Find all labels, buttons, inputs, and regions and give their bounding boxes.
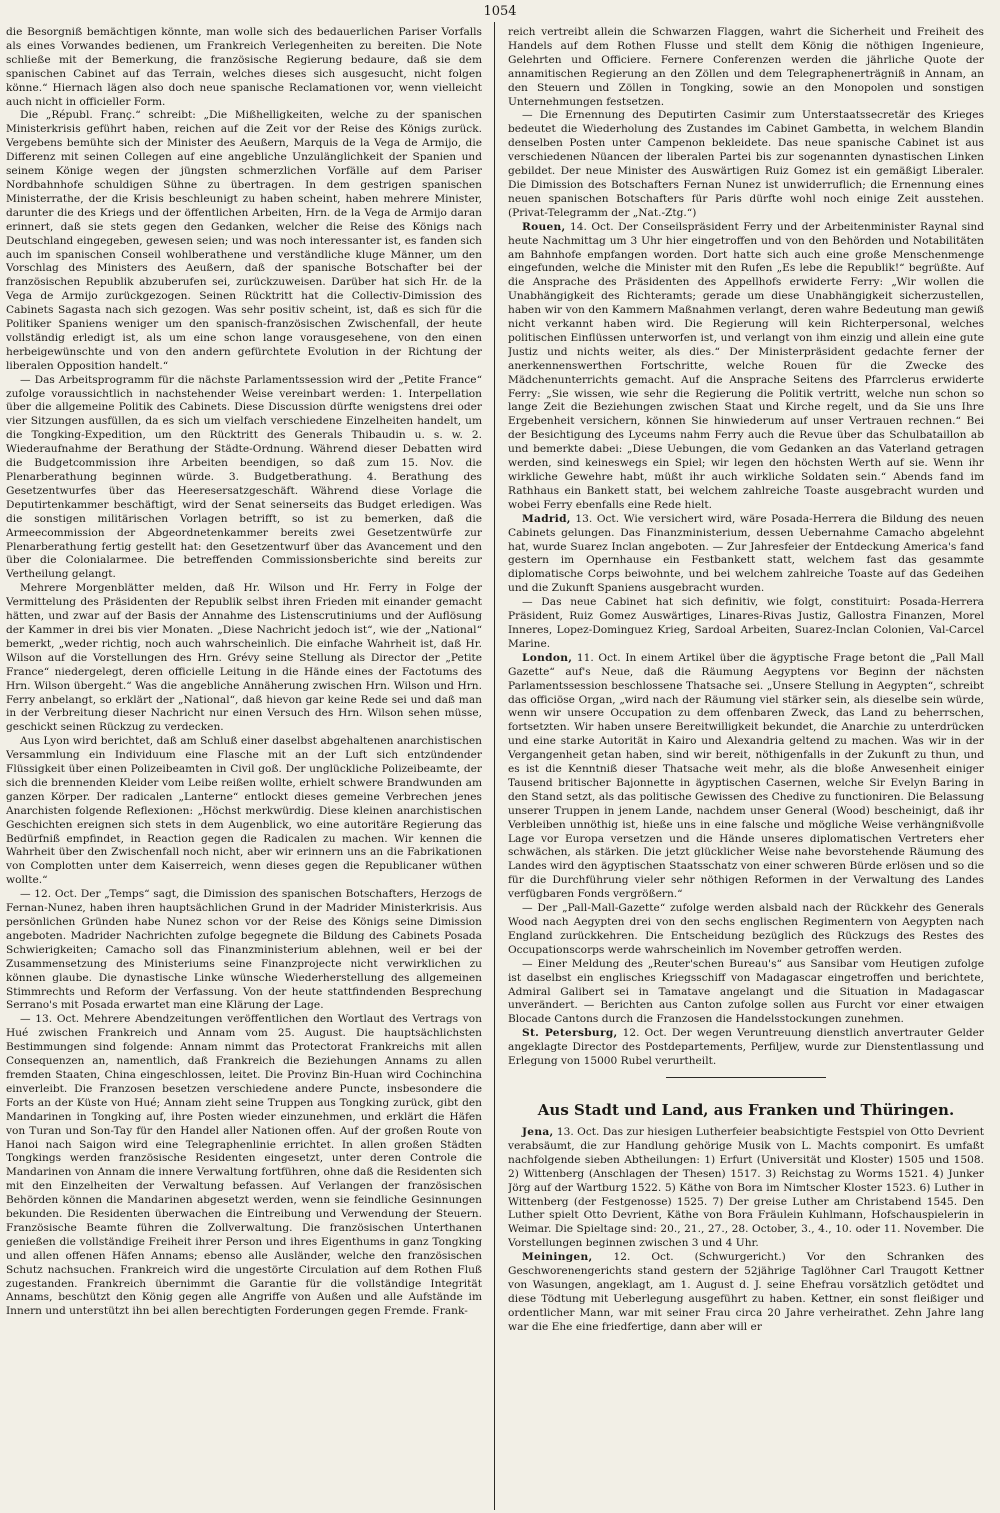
section-rule [666, 1077, 826, 1078]
dateline-london: London, [522, 651, 573, 664]
article-paragraph: Die „Républ. Franç.“ schreibt: „Die Mißhelligkeiten, welche zu der spanischen Ministerkrisis geführt haben, reichen auf die Zeit vor der Reise des Königs zurück. Vergebens bemühte sich der Minister des Aeußern, Marquis de la Vega de Armijo, die Differenz mit seinen Collegen auf eine angebliche Unzulänglichkeit der Spanien und seinem Könige wegen der jüngsten schmerzlichen Vorfälle auf dem Pariser Nordbahnhofe schuldigen Sühne zu übertragen. In dem gestrigen spanischen Ministerrathe, der die Krisis beschleunigt zu haben scheint, haben mehrere Minister, darunter die des Kriegs und der öffentlichen Arbeiten, Hrn. de la Vega de Armijo daran erinnert, daß sie stets gegen den Gedanken, welcher die Reise des Königs nach Deutschland eingegeben, gewesen seien; und was noch interessanter ist, es fanden sich auch im spanischen Conseil wohlberathene und verständliche kluge Männer, um den Vorschlag des Ministers des Aeußern, daß der spanische Botschafter bei der französischen Republik abzuberufen sei, zurückzuweisen. Darüber hat sich Hr. de la Vega de Armijo zurückgezogen. Seinen Rücktritt hat die Collectiv-Dimission des Cabinets Sagasta nach sich gezogen. Was sehr positiv scheint, ist, daß es sich für die Politiker Spaniens weniger um den spanisch-französischen Zwischenfall, der heute vollständig erledigt ist, als um eine schon lange vorausgesehene, von den einen herbeigewünschte und von den andern gefürchtete Evolution in der Richtung der liberalen Opposition handelt.“ [6, 109, 482, 372]
article-paragraph: — 13. Oct. Mehrere Abendzeitungen veröffentlichen den Wortlaut des Vertrags von Hué zwischen Frankreich und Annam vom 25. August. Die hauptsächlichsten Bestimmungen sind folgende: Annam nimmt das Protectorat Frankreichs mit allen Consequenzen an, namentlich, daß Frankreich die Beziehungen Annams zu allen fremden Staaten, China eingeschlossen, leitet. Die Provinz Bin-Huan wird Cochinchina einverleibt. Die Franzosen besetzen verschiedene andere Puncte, insbesondere die Forts an der Küste von Hué; Annam zieht seine Truppen aus Tongking zurück, gibt den Mandarinen in Tongking auf, ihre Posten wieder einzunehmen, und erklärt die Häfen von Turan und Son-Tay für den Handel aller Nationen offen. Auf der großen Route von Hanoi nach Saigon wird eine Telegraphenlinie errichtet. In allen großen Städten Tongkings werden französische Residenten eingesetzt, unter deren Controle die Mandarinen von Annam die innere Verwaltung fortführen, ohne daß die Residenten sich mit den Einzelheiten der Verwaltung befassen. Auf Verlangen der französischen Behörden können die Mandarinen abgesetzt werden, wenn sie feindliche Gesinnungen bekunden. Die Residenten überwachen die Eintreibung und Verwendung der Steuern. Französische Beamte führen die Zollverwaltung. Die französischen Unterthanen genießen die vollständige Freiheit ihrer Person und ihres Eigenthums in ganz Tongking und allen offenen Häfen Annams; ebenso alle Ausländer, welche den französischen Schutz nachsuchen. Frankreich wird die ungestörte Circulation auf dem Rothen Fluß zugestanden. Frankreich übernimmt die Garantie für die vollständige Integrität Annams, beschützt den König gegen alle Angriffe von Außen und alle Aufstände im Innern und unterstützt ihn bei allen berechtigten Forderungen gegen Fremde. Frank- [6, 1013, 482, 1318]
article-paragraph: — Einer Meldung des „Reuter'schen Bureau's“ aus Sansibar vom Heutigen zufolge ist daselbst ein englisches Kriegsschiff von Madagascar eingetroffen und berichtete, Admiral Galibert sei in Tamatave angelangt und die Situation in Madagascar unverändert. — Berichten aus Canton zufolge sollen aus Furcht vor einer etwaigen Blocade Cantons durch die Franzosen die Handelsstockungen zunehmen. [508, 957, 984, 1026]
dateline-meiningen: Meiningen, [522, 1251, 593, 1264]
rouen-report [508, 221, 984, 513]
left-column [6, 26, 482, 1506]
meiningen-text: 12. Oct. (Schwurgericht.) Vor den Schranken des Geschworenengerichts stand gestern der 52jährige Taglöhner Carl Traugott Kettner von Wasungen, angeklagt, am 1. August d. J. seine Ehefrau vorsätzlich getödtet und diese Tödtung mit Ueberlegung ausgeführt zu haben. Kettner, ein sonst fleißiger und ordentlicher Mann, war mit seiner Frau circa 20 Jahre verheirathet. Zehn Jahre lang war die Ehe eine friedfertige, dann aber will er [508, 1251, 984, 1333]
section-heading: Aus Stadt und Land, aus Franken und Thüringen. [537, 1100, 955, 1119]
dateline-jena: Jena, [522, 1125, 554, 1138]
article-paragraph: — Der „Pall-Mall-Gazette“ zufolge werden alsbald nach der Rückkehr des Generals Wood nach Aegypten drei von den sechs englischen Regimentern von Aegypten nach England zurückkehren. Die Entscheidung bezüglich des Rückzugs des Restes des Occupationscorps werde wahrscheinlich im November getroffen werden. [508, 902, 984, 956]
article-paragraph: — Das Arbeitsprogramm für die nächste Parlamentssession wird der „Petite France“ zufolge voraussichtlich in nachstehender Weise vereinbart werden: 1. Interpellation über die allgemeine Politik des Cabinets. Diese Discussion dürfte wenigstens drei oder vier Sitzungen ausfüllen, da es sich um vielfach verschiedene Einzelheiten handelt, um die Tongking-Expedition, um den Rücktritt des Generals Thibaudin u. s. w. 2. Wiederaufnahme der Berathung der Städte-Ordnung. Während dieser Debatten wird die Budgetcommission ihre Arbeiten beendigen, so daß zum 15. Nov. die Plenarberathung beginnen würde. 3. Budgetberathung. 4. Berathung des Gesetzentwurfes über das Heeresersatzgeschäft. Während diese Vorlage die Deputirtenkammer beschäftigt, wird der Senat seinerseits das Budget erledigen. Was die sonstigen militärischen Vorlagen betrifft, so ist zu bemerken, daß die Armeecommission der Abgeordnetenkammer bereits zwei Gesetzentwürfe zur Plenarberathung fertig gestellt hat: den Gesetzentwurf über das Avancement und den über die Colonialarmee. Die betreffenden Commissionsberichte sind bereits zur Vertheilung gelangt. [6, 373, 482, 581]
article-paragraph: die Besorgniß bemächtigen könnte, man wolle sich des bedauerlichen Pariser Vorfalls als eines Vorwandes bedienen, um Frankreich Verlegenheiten zu bereiten. Die Note schließe mit der Bemerkung, die französische Regierung bedaure, daß sie dem spanischen Cabinet auf das Terrain, welches dieses sich ausgesucht, nicht folgen könne.“ Hiernach lägen also doch neue spanische Reclamationen vor, wenn vielleicht auch nicht in officieller Form. [6, 26, 482, 108]
petersburg-text: 12. Oct. Der wegen Veruntreuung dienstlich anvertrauter Gelder angeklagte Director des Postdepartements, Perfiljew, wurde zur Dienstentlassung und Erlegung von 15000 Rubel verurtheilt. [508, 1027, 984, 1068]
london-text: 11. Oct. In einem Artikel über die ägyptische Frage betont die „Pall Mall Gazette“ auf's Neue, daß die Räumung Aegyptens vor Beginn der nächsten Parlamentssession beschlossene Thatsache sei. „Unsere Stellung in Aegypten“, schreibt das officiöse Organ, „wird nach der Räumung viel stärker sein, als dieselbe sein würde, wenn wir unsere Occupation zu dem offenbaren Zweck, das Land zu beherrschen, fortsetzten. Wir haben unsere Bereitwilligkeit bekundet, die Anarchie zu unterdrücken und eine starke Autorität in Kairo und Alexandria geltend zu machen. Was wir in der Vergangenheit getan haben, sind wir bereit, nöthigenfalls in der Zukunft zu thun, und es ist die Kenntniß dieser Thatsache weit mehr, als die bloße Anwesenheit einiger Tausend britischer Bajonnette in ägyptischen Casernen, welche Sir Evelyn Baring in den Stand setzt, als das politische Gewissen des Chedive zu functioniren. Die Belassung unserer Truppen in jenem Lande, nachdem unser General (Wood) bescheinigt, daß ihr Verbleiben unnöthig ist, hieße uns in eine falsche und mögliche Weise verhängnißvolle Lage vor Europa versetzen und die Hände unseres diplomatischen Vertreters eher schwächen, als stärken. Die jetzt glücklicher Weise nahe bevorstehende Räumung des Landes wird den ägyptischen Staatsschatz von einer schweren Bürde erlösen und so die für die Durchführung vieler sehr nöthigen Reformen in der Verwaltung des Landes verfügbaren Fonds vergrößern.“ [508, 651, 984, 901]
page-number: 1054 [483, 4, 517, 19]
rouen-text: 14. Oct. Der Conseilspräsident Ferry und der Arbeitenminister Raynal sind heute Nachmittag um 3 Uhr hier eingetroffen und von den Behörden und Notabilitäten am Bahnhofe empfangen worden. Dort hatte sich auch eine große Menschenmenge eingefunden, welche die Minister mit den Rufen „Es lebe die Republik!“ begrüßte. Auf die Ansprache des Präsidenten des Appellhofs erwiderte Ferry: „Wir wollen die Unabhängigkeit des Richteramts; gerade um diese Unabhängigkeit sicherzustellen, haben wir von den Kammern Maßnahmen verlangt, deren wahre Bedeutung man gewiß nicht verkannt haben wird. Die Regierung will kein Richterpersonal, welches politischen Einflüssen unterworfen ist, und verlangt von ihm einzig und allein eine gute Justiz und nichts weiter, als dies.“ Der Ministerpräsident gedachte ferner der anerkennenswerthen Fortschritte, welche Rouen für die Zwecke des Mädchenunterrichts gemacht. Auf die Ansprache Seitens des Pfarrclerus erwiderte Ferry: „Sie wissen, wie sehr die Regierung die Politik vertritt, welche nun schon so lange Zeit die Beziehungen zwischen Staat und Kirche regelt, und da Sie uns Ihre Ergebenheit versichern, können Sie hinwiederum auf unser Vertrauen rechnen.“ Bei der Besichtigung des Lyceums nahm Ferry auch die Revue über das Schulbataillon ab und bemerkte dabei: „Diese Uebungen, die vom Gedanken an das Vaterland getragen werden, sind keineswegs ein Spiel; wir legen den höchsten Werth auf sie. Wenn ihr wirkliche Gewehre habt, müßt ihr auch wirkliche Soldaten sein.“ Abends fand im Rathhaus ein Bankett statt, bei welchem zahlreiche Toaste ausgebracht wurden und wobei Ferry ebenfalls eine Rede hielt. [508, 220, 984, 511]
article-paragraph: Aus Lyon wird berichtet, daß am Schluß einer daselbst abgehaltenen anarchistischen Versammlung ein Individuum eine Flasche mit an der Luft sich entzündender Flüssigkeit über einen Polizeibeamten in Civil goß. Der unglückliche Polizeibeamte, der sich die brennenden Kleider vom Leibe reißen wollte, erhielt schwere Brandwunden am ganzen Körper. Der radicalen „Lanterne“ entlockt dieses gemeine Verbrechen jenes Anarchisten folgende Reflexionen: „Höchst merkwürdig. Diese kleinen anarchistischen Geschichten ereignen sich stets in dem Augenblick, wo eine autoritäre Regierung das Bedürfniß empfindet, in Reaction gegen die Radicalen zu machen. Wir kennen die Wahrheit über den Zwischenfall noch nicht, aber wir erinnern uns an die Fabrikationen von Complotten unter dem Kaiserreich, wenn dieses gegen die Republicaner wüthen wollte.“ [6, 735, 482, 887]
article-paragraph: Mehrere Morgenblätter melden, daß Hr. Wilson und Hr. Ferry in Folge der Vermittelung des Präsidenten der Republik selbst ihren Frieden mit einander gemacht hätten, und zwar auf der Basis der Annahme des Listenscrutiniums und der Auflösung der Kammer in drei bis vier Monaten. „Diese Nachricht jedoch ist“, wie der „National“ bemerkt, „weder richtig, noch auch wahrscheinlich. Die einfache Wahrheit ist, daß Hr. Wilson auf die Vorstellungen des Hrn. Grévy seine Stellung als Director der „Petite France“ niedergelegt, deren officielle Leitung in die Hände eines der Factotums des Hrn. Wilson übergeht.“ Was die angebliche Annäherung zwischen Hrn. Wilson und Hrn. Ferry anbelangt, so erklärt der „National“, daß hievon gar keine Rede sei und daß man in der Verbreitung dieser Nachricht nur einen Versuch des Hrn. Wilson sehen müsse, geschickt seinen Rückzug zu verdecken. [6, 582, 482, 734]
dateline-rouen: Rouen, [522, 220, 566, 233]
right-column [508, 26, 984, 1506]
london-report [508, 652, 984, 902]
article-paragraph: — Die Ernennung des Deputirten Casimir zum Unterstaatssecretär des Krieges bedeutet die Wiederholung des Zustandes im Cabinet Gambetta, in welchem Blandin denselben Posten unter Campenon bekleidete. Das neue spanische Cabinet ist aus verschiedenen Nüancen der liberalen Partei bis zur sogenannten dynastischen Linken gebildet. Der neue Minister des Auswärtigen Ruiz Gomez ist ein gemäßigt Liberaler. Die Dimission des Botschafters Fernan Nunez ist unwiderruflich; die Ernennung eines neuen spanischen Botschafters für Paris dürfte wohl noch einige Zeit ausstehen. (Privat-Telegramm der „Nat.-Ztg.“) [508, 109, 984, 219]
article-paragraph: reich vertreibt allein die Schwarzen Flaggen, wahrt die Sicherheit und Freiheit des Handels auf dem Rothen Flusse und stellt dem König die nöthigen Ingenieure, Gelehrten und Officiere. Fernere Conferenzen werden die jährliche Quote der annamitischen Regierung an den Zöllen und dem Telegraphenerträgniß in Annam, an den Steuern und Zöllen in Tongking, sowie an den Monopolen und sonstigen Unternehmungen festsetzen. [508, 26, 984, 108]
column-divider [494, 22, 495, 1510]
madrid-report [508, 513, 984, 596]
meiningen-report [508, 1251, 984, 1334]
petersburg-report [508, 1027, 984, 1069]
dateline-st-petersburg: St. Petersburg, [522, 1027, 618, 1040]
article-paragraph: — Das neue Cabinet hat sich definitiv, wie folgt, constituirt: Posada-Herrera Präsident, Ruiz Gomez Auswärtiges, Linares-Rivas Justiz, Gallostra Finanzen, Morel Inneres, Lopez-Dominguez Krieg, Sardoal Arbeiten, Suarez-Inclan Colonien, Val-Carcel Marine. [508, 596, 984, 650]
dateline-madrid: Madrid, [522, 512, 571, 525]
jena-text: 13. Oct. Das zur hiesigen Lutherfeier beabsichtigte Festspiel von Otto Devrient verabsäumt, die zur Handlung gehörige Musik von L. Machts componirt. Es umfaßt nachfolgende sieben Abtheilungen: 1) Erfurt (Universität und Kloster) 1505 und 1508. 2) Wittenberg (Anschlagen der Thesen) 1517. 3) Reichstag zu Worms 1521. 4) Junker Jörg auf der Wartburg 1522. 5) Käthe von Bora im Nimtscher Kloster 1523. 6) Luther in Wittenberg (der Festgenosse) 1525. 7) Der greise Luther am Christabend 1545. Den Luther spielt Otto Devrient, Käthe von Bora Fräulein Kuhlmann, Hofschauspielerin in Weimar. Die Spieltage sind: 20., 21., 27., 28. October, 3., 4., 10. oder 11. November. Die Vorstellungen beginnen zwischen 3 und 4 Uhr. [508, 1125, 984, 1250]
article-paragraph: — 12. Oct. Der „Temps“ sagt, die Dimission des spanischen Botschafters, Herzogs de Fernan-Nunez, haben ihren hauptsächlichen Grund in der Madrider Ministerkrisis. Aus persönlichen Gründen habe Nunez schon vor der Reise des Königs seine Dimission angeboten. Madrider Nachrichten zufolge begegnete die Bildung des Cabinets Posada Schwierigkeiten; Camacho soll das Finanzministerium ablehnen, weil er bei der Zusammensetzung des Ministeriums seine Finanzprojecte nicht verwirklichen zu können glaube. Die dynastische Linke wünsche Wiederherstellung des allgemeinen Stimmrechts und Reform der Verfassung. Von der heute stattfindenden Besprechung Serrano's mit Posada erwartet man eine Klärung der Lage. [6, 888, 482, 1012]
madrid-text: 13. Oct. Wie versichert wird, wäre Posada-Herrera die Bildung des neuen Cabinets gelungen. Das Finanzministerium, dessen Uebernahme Camacho abgelehnt hat, wurde Suarez Inclan angeboten. — Zur Jahresfeier der Entdeckung America's fand gestern im Opernhause ein Festbankett statt, welchem fast das gesammte diplomatische Corps beiwohnte, und bei welchem zahlreiche Toaste auf das Gedeihen und die Zukunft Spaniens ausgebracht wurden. [508, 512, 984, 595]
jena-report [508, 1126, 984, 1251]
